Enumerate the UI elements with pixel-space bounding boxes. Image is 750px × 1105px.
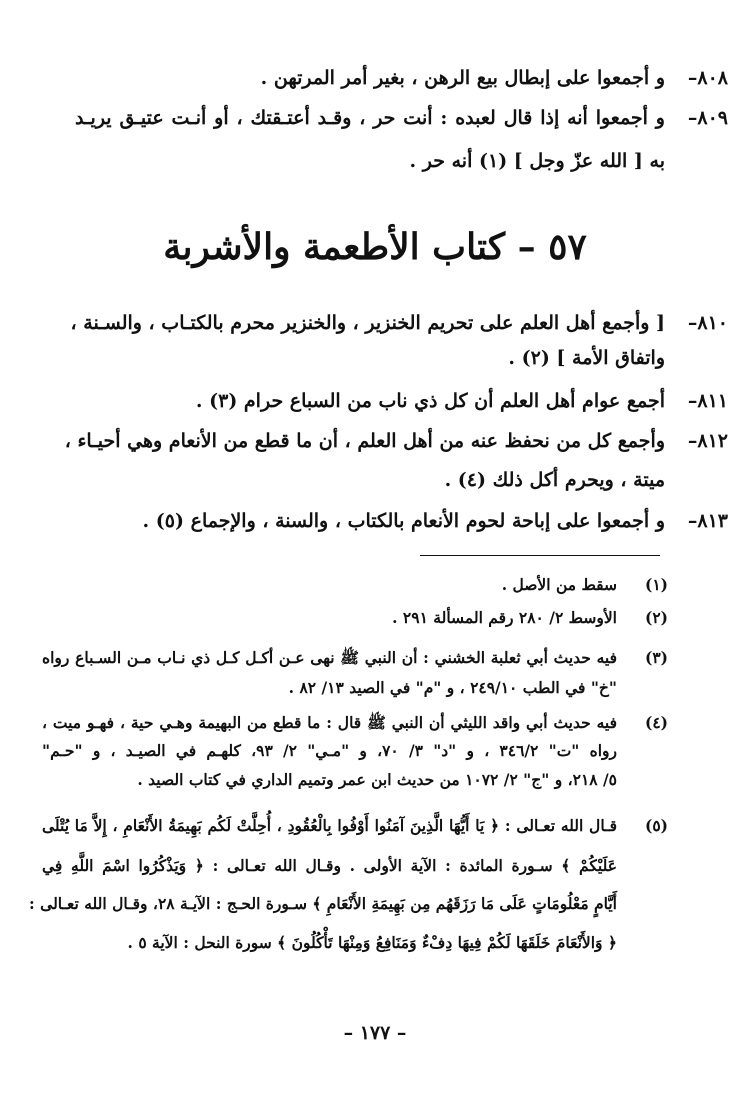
entry-text: واتفاق الأمة ] (٢) . [508,347,665,369]
footnote-text: عَلَيْكُمْ ﴾ سـورة المائدة : الآية الأولى . وقـال الله تعـالى : ﴿ وَيَذْكُرُوا اسْمَ اللَّهِ فِي [42,856,617,875]
footnote-text: قـال الله تعـالى : ﴿ يَا أَيُّهَا الَّذِينَ آمَنُوا أَوْفُوا بِالْعُقُودِ ، أُحِلَّتْ لَكُم بَهِيمَةُ الأَنْعَامِ ، إِلاَّ مَا يُتْلَى [42,816,617,835]
footnote-text: فيه حديث أبي واقد الليثي أن النبي ﷺ قال : ما قطع من البهيمة وهـي حية ، فهـو ميت ، [42,713,617,732]
footnote-text: الأوسط ٢/ ٢٨٠ رقم المسألة ٢٩١ . [392,608,617,627]
entry-text: و أجمعوا على إبطال بيع الرهن ، بغير أمر المرتهن . [260,67,665,89]
entry-number: ٨١١– [687,390,728,412]
footnote-number: (٢) [644,608,668,627]
entry-number: ٨٠٩– [687,107,728,129]
page-number: – ١٧٧ – [343,1022,407,1044]
footnote-text: ٥/ ٢١٨، و "ج" ٢/ ١٠٧٢ من حديث ابن عمر وتميم الداري في كتاب الصيد . [137,770,617,789]
footnote-text: ﴿ وَالأَنْعَامَ خَلَقَهَا لَكُمْ فِيهَا دِفْءٌ وَمَنَافِعُ وَمِنْهَا تَأْكُلُونَ ﴾ سورة النحل : الآية ٥ . [127,933,617,952]
entry-text: و أجمعوا على إباحة لحوم الأنعام بالكتاب ، والسنة ، والإجماع (٥) . [142,510,665,532]
entry-text: وأجمع كل من نحفظ عنه من أهل العلم ، أن ما قطع من الأنعام وهي أحيـاء ، [64,430,665,452]
entry-number: ٨١٠– [687,312,728,334]
footnote-text: "خ" في الطب ٢٤٩/١٠ ، و "م" في الصيد ١٣/ ٨٢ . [288,678,617,697]
entry-text: ميتة ، ويحرم أكل ذلك (٤) . [444,469,665,491]
entry-text: به [ الله عزّ وجل ] (١) أنه حر . [409,150,665,172]
entry-number: ٨١٢– [687,430,728,452]
entry-number: ٨٠٨– [687,67,728,89]
footnote-text: فيه حديث أبي ثعلبة الخشني : أن النبي ﷺ نهى عـن أكـل كـل ذي نـاب مـن السـباع رواه [42,648,617,667]
footnote-number: (٤) [644,713,668,732]
footnote-text: أَيَّامٍ مَعْلُومَاتٍ عَلَى مَا رَزَقَهُم مِن بَهِيمَةِ الأَنْعَامِ ﴾ سـورة الحـج : الآيـة ٢٨، وقـال الله تعـالى : [29,894,617,913]
entry-text: أجمع عوام أهل العلم أن كل ذي ناب من السباع حرام (٣) . [195,390,665,412]
entry-text: و أجمعوا أنه إذا قال لعبده : أنت حر ، وقـد أعتـقتك ، أو أنـت عتيـق يريـد [75,107,665,129]
footnote-number: (١) [644,575,668,594]
entry-text: [ وأجمع أهل العلم على تحريم الخنزير ، والخنزير محرم بالكتـاب ، والسـنة ، [70,312,665,334]
entry-number: ٨١٣– [687,510,728,532]
footnote-text: رواه "ت" ٣٤٦/٢ ، و "د" ٣/ ٧٠، و "مـي" ٢/ ٩٣، كلهـم في الصيـد ، و "حـم" [42,741,617,760]
chapter-heading: ٥٧ – كتاب الأطعمة والأشربة [163,226,587,268]
footnote-separator [420,555,660,556]
footnote-number: (٣) [644,648,668,667]
footnote-text: سقط من الأصل . [501,575,617,594]
footnote-number: (٥) [644,816,668,835]
